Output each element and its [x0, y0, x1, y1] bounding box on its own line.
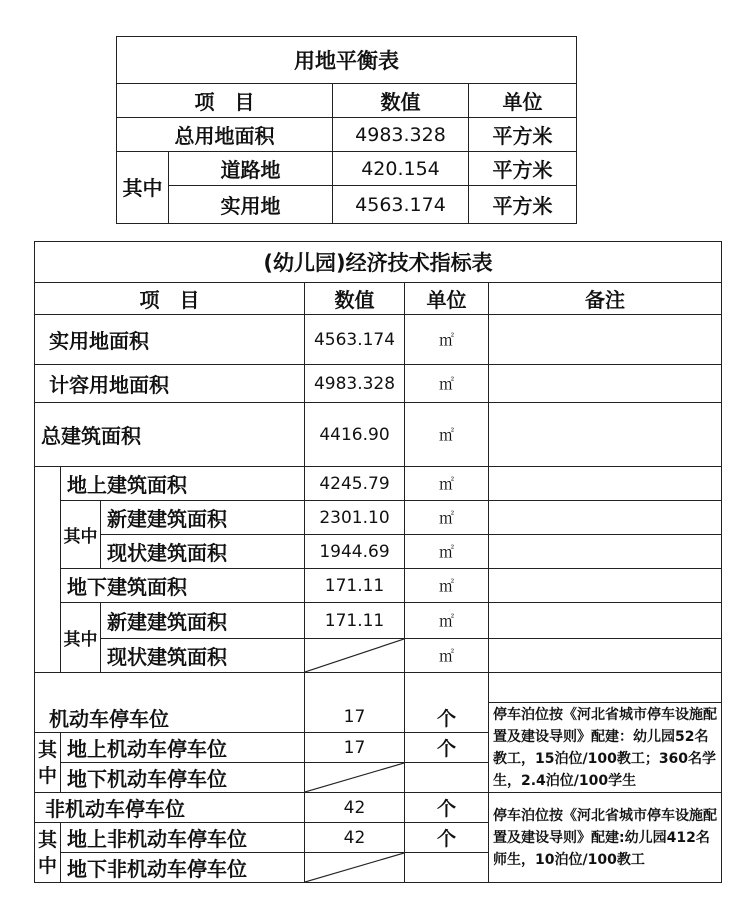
below-ground-note	[489, 569, 722, 603]
motor-parking-note: 停车泊位按《河北省城市停车设施配置及建设导则》配建：幼儿园52名教工，15泊位/100教工；360名学生，2.4泊位/100学生	[489, 703, 722, 793]
actual-land-label: 实用地面积	[35, 315, 305, 365]
far-land-note	[489, 365, 722, 403]
motor-below-unit-empty	[405, 763, 489, 793]
land-road-label: 道路地	[169, 152, 333, 186]
motor-above-value: 17	[305, 733, 405, 763]
total-building-unit: ㎡	[405, 403, 489, 467]
total-building-value: 4416.90	[305, 403, 405, 467]
land-total-unit: 平方米	[469, 118, 577, 152]
above-existing-note	[489, 535, 722, 569]
above-ground-value: 4245.79	[305, 467, 405, 501]
below-qizhong-label: 其中	[61, 603, 101, 673]
land-total-label: 总用地面积	[117, 118, 333, 152]
above-existing-unit: ㎡	[405, 535, 489, 569]
motor-below-label: 地下机动车停车位	[61, 763, 305, 793]
total-building-label: 总建筑面积	[35, 403, 305, 467]
motor-spacer-unit	[405, 673, 489, 703]
far-land-value: 4983.328	[305, 365, 405, 403]
econ-header-unit: 单位	[405, 283, 489, 315]
below-existing-label: 现状建筑面积	[101, 639, 305, 673]
motor-spacer-value	[305, 673, 405, 703]
land-actual-unit: 平方米	[469, 186, 577, 224]
below-ground-unit: ㎡	[405, 569, 489, 603]
above-ground-note	[489, 467, 722, 501]
far-land-label: 计容用地面积	[35, 365, 305, 403]
above-ground-unit: ㎡	[405, 467, 489, 501]
nonmotor-above-label: 地上非机动车停车位	[61, 823, 305, 853]
actual-land-note	[489, 315, 722, 365]
motor-parking-unit: 个	[405, 703, 489, 733]
below-new-unit: ㎡	[405, 603, 489, 639]
motor-above-unit: 个	[405, 733, 489, 763]
above-new-note	[489, 501, 722, 535]
below-existing-unit: ㎡	[405, 639, 489, 673]
above-qizhong-label: 其中	[61, 501, 101, 569]
below-ground-value: 171.11	[305, 569, 405, 603]
below-ground-label: 地下建筑面积	[61, 569, 305, 603]
below-existing-value-empty	[305, 639, 405, 673]
land-balance-table	[116, 36, 577, 224]
total-building-note	[489, 403, 722, 467]
land-actual-value: 4563.174	[333, 186, 469, 224]
below-new-note	[489, 603, 722, 639]
above-existing-value: 1944.69	[305, 535, 405, 569]
econ-table-title: (幼儿园)经济技术指标表	[35, 242, 722, 283]
land-road-value: 420.154	[333, 152, 469, 186]
motor-qizhong-label: 其中	[35, 733, 61, 793]
below-existing-note	[489, 639, 722, 673]
nonmotor-parking-label: 非机动车停车位	[35, 793, 305, 823]
actual-land-value: 4563.174	[305, 315, 405, 365]
above-new-label: 新建建筑面积	[101, 501, 305, 535]
land-header-item: 项 目	[117, 84, 333, 118]
motor-spacer-note	[489, 673, 722, 703]
nonmotor-parking-value: 42	[305, 793, 405, 823]
above-new-unit: ㎡	[405, 501, 489, 535]
nonmotor-parking-note: 停车泊位按《河北省城市停车设施配置及建设导则》配建:幼儿园412名师生，10泊位/100教工	[489, 793, 722, 883]
above-new-value: 2301.10	[305, 501, 405, 535]
econ-header-item: 项 目	[35, 283, 305, 315]
land-actual-label: 实用地	[169, 186, 333, 224]
above-ground-label: 地上建筑面积	[61, 467, 305, 501]
far-land-unit: ㎡	[405, 365, 489, 403]
motor-below-value-empty	[305, 763, 405, 793]
motor-parking-value: 17	[305, 703, 405, 733]
motor-above-label: 地上机动车停车位	[61, 733, 305, 763]
nonmotor-below-unit-empty	[405, 853, 489, 883]
land-road-unit: 平方米	[469, 152, 577, 186]
econ-header-note: 备注	[489, 283, 722, 315]
nonmotor-below-value-empty	[305, 853, 405, 883]
nonmotor-qizhong-label: 其中	[35, 823, 61, 883]
motor-spacer	[35, 673, 305, 703]
land-header-unit: 单位	[469, 84, 577, 118]
above-existing-label: 现状建筑面积	[101, 535, 305, 569]
nonmotor-below-label: 地下非机动车停车位	[61, 853, 305, 883]
actual-land-unit: ㎡	[405, 315, 489, 365]
motor-parking-label: 机动车停车位	[35, 703, 305, 733]
land-table-title: 用地平衡表	[117, 37, 577, 84]
below-new-label: 新建建筑面积	[101, 603, 305, 639]
land-total-value: 4983.328	[333, 118, 469, 152]
building-indent-cell	[35, 467, 61, 673]
nonmotor-parking-unit: 个	[405, 793, 489, 823]
land-header-value: 数值	[333, 84, 469, 118]
economic-indicator-table	[34, 241, 722, 883]
nonmotor-above-value: 42	[305, 823, 405, 853]
land-qizhong-label: 其中	[117, 152, 169, 224]
econ-header-value: 数值	[305, 283, 405, 315]
nonmotor-above-unit: 个	[405, 823, 489, 853]
below-new-value: 171.11	[305, 603, 405, 639]
